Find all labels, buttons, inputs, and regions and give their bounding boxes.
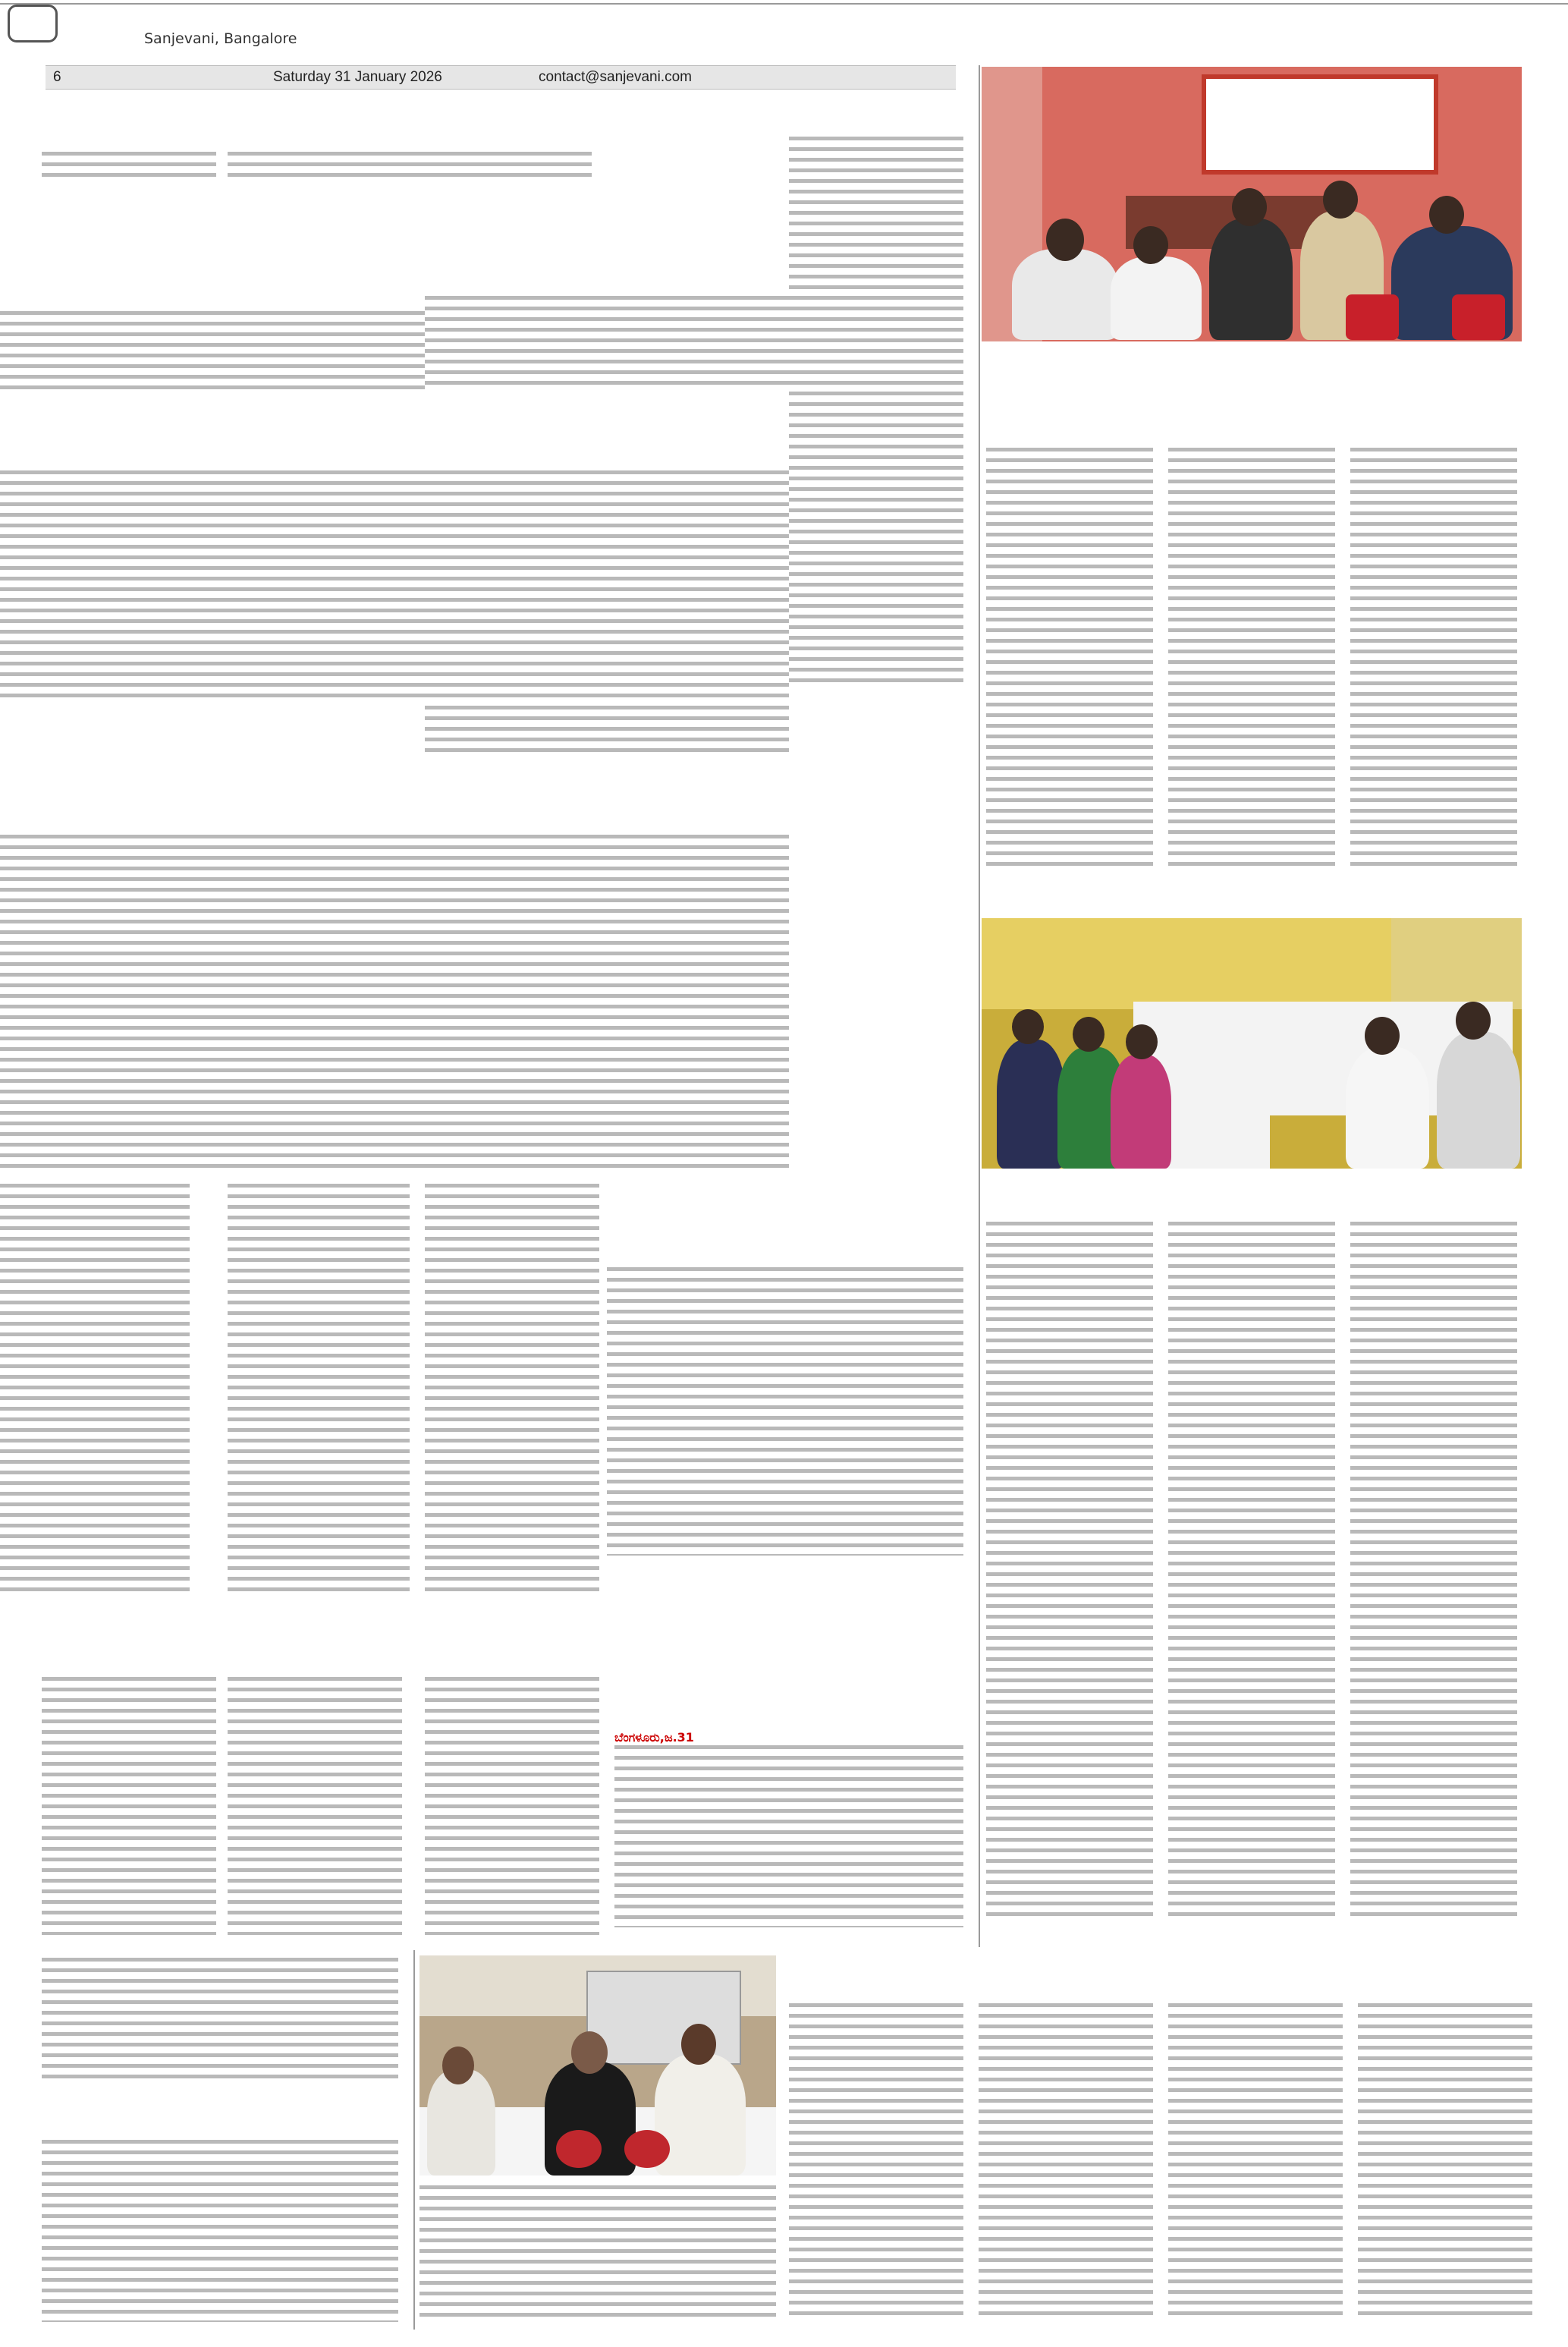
body-text-18 <box>789 2003 963 2322</box>
body-text-27 <box>1168 1222 1335 1920</box>
page-number: 6 <box>53 69 61 85</box>
body-text-29 <box>789 137 963 683</box>
body-text-2 <box>228 152 592 178</box>
body-text-12 <box>614 1745 963 1927</box>
body-text-14 <box>228 1677 402 1935</box>
body-text-11 <box>607 1267 963 1556</box>
dateline-a9: ಬೆಂಗಳೂರು,ಜ.31 <box>614 1730 694 1745</box>
masthead-edition: Sanjevani, Bangalore <box>144 30 297 47</box>
body-text-1 <box>42 152 216 178</box>
photo-bottom <box>419 1955 776 2176</box>
body-text-20 <box>1168 2003 1343 2322</box>
contact-email: contact@sanjevani.com <box>539 69 692 85</box>
body-text-8 <box>0 1184 190 1594</box>
body-text-16 <box>42 1958 398 2079</box>
body-text-23 <box>986 448 1153 873</box>
body-text-21 <box>1358 2003 1532 2322</box>
photo-1 <box>982 67 1522 341</box>
date-english: Saturday 31 January 2026 <box>273 69 442 85</box>
body-text-26 <box>986 1222 1153 1920</box>
date-bar <box>46 65 956 90</box>
body-text-3 <box>0 311 425 395</box>
body-text-6 <box>425 706 789 759</box>
body-text-9 <box>228 1184 410 1594</box>
body-text-22 <box>419 2185 776 2322</box>
photo-2 <box>982 918 1522 1169</box>
body-text-7 <box>0 835 789 1169</box>
body-text-24 <box>1168 448 1335 873</box>
body-text-4 <box>425 296 789 387</box>
body-text-17 <box>42 2140 398 2322</box>
body-text-28 <box>1350 1222 1517 1920</box>
masthead-top-rule <box>0 3 1568 5</box>
body-text-10 <box>425 1184 599 1594</box>
headline-a9 <box>630 1571 948 1722</box>
masthead-logo <box>8 5 58 42</box>
body-text-15 <box>425 1677 599 1935</box>
body-text-5 <box>0 470 789 698</box>
column-rule-main <box>979 65 980 1947</box>
body-text-19 <box>979 2003 1153 2322</box>
body-text-25 <box>1350 448 1517 873</box>
caption-photo-1 <box>994 349 1517 440</box>
body-text-13 <box>42 1677 216 1935</box>
column-rule-bottom <box>413 1950 415 2330</box>
